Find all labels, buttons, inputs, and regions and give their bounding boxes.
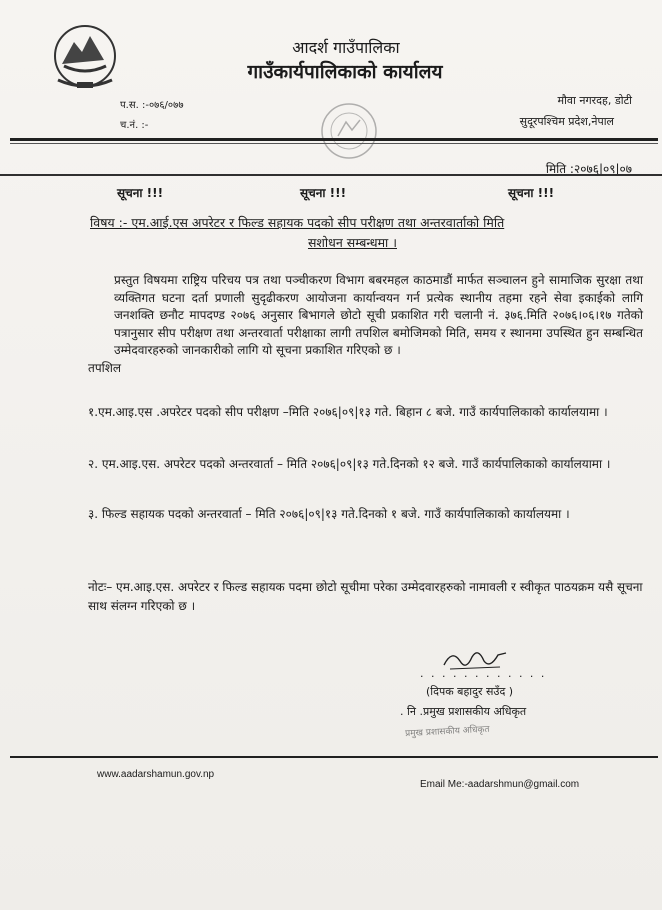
signatory-name: (दिपक बहादुर सउँद ) (426, 685, 514, 698)
subject-line-2: सशोधन सम्बन्धमा । (307, 235, 397, 250)
address-line-1: मौवा नगरदह, डोटी (557, 94, 632, 107)
body-paragraph (88, 272, 643, 377)
footer-divider (10, 756, 658, 758)
notice-heading-1: सूचना !!! (117, 186, 164, 200)
header-divider (10, 138, 658, 141)
dispatch-number: च.नं. :- (120, 120, 149, 131)
subject (90, 213, 645, 253)
schedule-item-2: २. एम.आइ.एस. अपरेटर पदको अन्तरवार्ता – मिति २०७६|०९|१३ गते.दिनको १२ बजे. गाउँ कार्यपालिकाको कार्यालयामा । (88, 457, 611, 471)
signature-dots: . . . . . . . . . . . . (420, 667, 547, 680)
office-stamp-icon (318, 100, 380, 162)
letter-date: मिति :२०७६|०९|०७ (545, 162, 632, 176)
footer-website: www.aadarshamun.gov.np (97, 769, 215, 780)
header-divider-thin (10, 143, 658, 144)
office-name: गाउँकार्यपालिकाको कार्यालय (247, 61, 443, 83)
address-line-2: सुदूरपश्चिम प्रदेश,नेपाल (519, 115, 614, 128)
subject-line-1: विषय :- एम.आई.एस अपरेटर र फिल्ड सहायक पदको सीप परीक्षण तथा अन्तरवार्ताको मिति (90, 215, 505, 230)
footer-email: Email Me:-aadarshmun@gmail.com (420, 779, 580, 790)
body-text: प्रस्तुत विषयमा राष्ट्रिय परिचय पत्र तथा पञ्चीकरण विभाग बबरमहल काठमाडौं मार्फत सञ्चालन हुने सामाजिक सुरक्षा तथा व्यक्तिगत घटना दर्ता प्रणाली सुदृढीकरण आयोजना कार्यान्वयन गर्न प्रत्येक स्थानीय तहमा रहने सेवा इकाईको लागि जनशक्ति छनौट मापदण्ड २०७६ अनुसार बिभागले छोटो सूची प्रकाशित गरी चलानी नं. ३७६.मिति २०७६।०६।१७ गतेको पत्रानुसार सीप परीक्षण तथा अन्तरवार्ता परीक्षाका लागी तपशिल बमोजिमको मिति, समय र स्थानमा उपस्थित हुन सम्बन्धित उम्मेदवारहरुको जानकारीको लागि यो सूचना प्रकाशित गरिएको छ । (114, 273, 643, 357)
reference-number: प.स. :-०७६/०७७ (120, 100, 184, 111)
notice-heading-3: सूचना !!! (508, 186, 555, 200)
tapashil-label: तपशिल (88, 360, 122, 375)
schedule-item-1: १.एम.आइ.एस .अपरेटर पदको सीप परीक्षण –मिति २०७६|०९|१३ गते. बिहान ८ बजे. गाउँ कार्यपालिकाको कार्यालयामा । (88, 405, 608, 419)
note-paragraph: नोटः– एम.आइ.एस. अपरेटर र फिल्ड सहायक पदमा छोटो सूचीमा परेका उम्मेदवारहरुको नामावली र स्वीकृत पाठयक्रम यसै सूचना साथ संलग्न गरिएको छ । (88, 580, 643, 613)
signature-stamp: प्रमुख प्रशासकीय अधिकृत (404, 724, 490, 740)
date-divider (0, 174, 662, 176)
signatory-title: . नि .प्रमुख प्रशासकीय अधिकृत (400, 705, 527, 718)
municipality-name: आदर्श गाउँपालिका (292, 38, 400, 57)
schedule-item-3: ३. फिल्ड सहायक पदको अन्तरवार्ता – मिति २०७६|०९|१३ गते.दिनको १ बजे. गाउँ कार्यपालिकाको कार्यालयमा । (88, 507, 570, 521)
notice-heading-2: सूचना !!! (300, 186, 347, 200)
